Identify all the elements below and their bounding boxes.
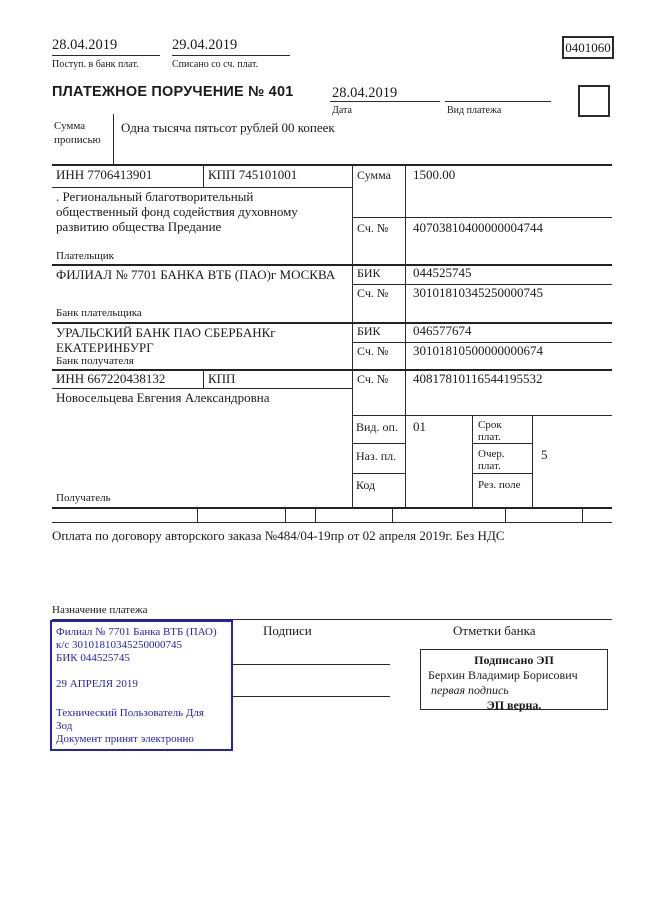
amount-words-label-1: Сумма <box>54 120 86 132</box>
grid-line <box>405 164 406 507</box>
priority-label-line2: плат. <box>478 460 501 472</box>
payment-type-square <box>578 85 610 117</box>
payer-bank-label: Банк плательщика <box>56 307 142 319</box>
ep-stamp-signature-kind: первая подпись <box>431 683 509 697</box>
payer-bank-name: ФИЛИАЛ № 7701 БАНКА ВТБ (ПАО)г МОСКВА <box>56 267 336 282</box>
blue-stamp-bik: БИК 044525745 <box>56 652 130 664</box>
received-in-bank-date: 28.04.2019 <box>52 37 118 53</box>
form-code-box: 0401060 <box>562 36 614 59</box>
grid-line <box>52 187 352 188</box>
sum-label: Сумма <box>357 168 391 182</box>
blue-stamp-bank-name: Филиал № 7701 Банка ВТБ (ПАО) <box>56 626 217 638</box>
blue-stamp-user-line1: Технический Пользователь Для <box>56 707 204 719</box>
term-label-line1: Срок <box>478 419 502 431</box>
code-label: Код <box>356 478 376 492</box>
grid-line <box>52 264 612 266</box>
grid-line <box>352 473 405 474</box>
payee-bank-bik: 046577674 <box>413 323 472 338</box>
payee-account-label: Сч. № <box>357 372 389 386</box>
document-title: ПЛАТЕЖНОЕ ПОРУЧЕНИЕ № 401 <box>52 84 294 100</box>
grid-line <box>352 164 353 507</box>
payer-name-line3: развитию общества Предание <box>56 219 222 234</box>
grid-line <box>52 322 612 324</box>
grid-line <box>472 473 532 474</box>
blue-stamp-corr-account: к/с 30101810345250000745 <box>56 639 183 651</box>
grid-line <box>392 508 393 522</box>
grid-line <box>203 164 204 187</box>
payment-type-underline <box>445 101 551 102</box>
blue-stamp-accepted-text: Документ принят электронно <box>56 733 194 745</box>
payer-bank-account: 30101810345250000745 <box>413 285 543 300</box>
ep-stamp-signer-name: Берхин Владимир Борисович <box>428 668 578 682</box>
payer-account-label: Сч. № <box>357 221 389 235</box>
payee-bank-label: Банк получателя <box>56 355 134 367</box>
blue-stamp-date: 29 АПРЕЛЯ 2019 <box>56 678 138 690</box>
payment-type-label: Вид платежа <box>447 105 502 116</box>
amount-words-label-2: прописью <box>54 134 101 146</box>
priority-label-line1: Очер. <box>478 448 505 460</box>
grid-line <box>52 388 352 389</box>
purpose-code-label: Наз. пл. <box>356 449 397 463</box>
payment-purpose-text: Оплата по договору авторского заказа №484/04-19пр от 02 апреля 2019г. Без НДС <box>52 528 505 543</box>
sum-value: 1500.00 <box>413 167 456 182</box>
payee-account: 40817810116544195532 <box>413 371 543 386</box>
payer-kpp: КПП 745101001 <box>208 167 298 182</box>
grid-line <box>203 369 204 388</box>
grid-line <box>472 415 473 507</box>
grid-line <box>352 415 612 416</box>
payer-bank-account-label: Сч. № <box>357 286 389 300</box>
payee-bank-name-line2: ЕКАТЕРИНБУРГ <box>56 340 154 355</box>
ep-stamp-title: Подписано ЭП <box>474 653 554 667</box>
reserve-field-label: Рез. поле <box>478 479 521 491</box>
blue-stamp-user-line2: Зод <box>56 720 73 732</box>
op-type-label: Вид. оп. <box>356 420 398 434</box>
payment-purpose-label: Назначение платежа <box>52 604 148 616</box>
date-underline <box>330 101 440 102</box>
payer-name-line1: . Региональный благотворительный <box>56 189 254 204</box>
payer-bank-bik-label: БИК <box>357 266 381 280</box>
document-date: 28.04.2019 <box>332 85 398 101</box>
payer-name-line2: общественный фонд содействия духовному <box>56 204 298 219</box>
payee-inn: ИНН 667220438132 <box>56 371 166 386</box>
debited-date: 29.04.2019 <box>172 37 238 53</box>
payer-label: Плательщик <box>56 250 114 262</box>
grid-line <box>197 508 198 522</box>
payee-label: Получатель <box>56 492 111 504</box>
op-type-value: 01 <box>413 419 426 434</box>
received-date-underline <box>52 55 160 56</box>
payer-account: 40703810400000004744 <box>413 220 543 235</box>
amount-words-divider <box>113 114 114 164</box>
grid-line <box>315 508 316 522</box>
bank-marks-title: Отметки банка <box>453 623 536 638</box>
grid-line <box>352 443 405 444</box>
grid-line <box>505 508 506 522</box>
received-in-bank-label: Поступ. в банк плат. <box>52 59 139 70</box>
debited-date-underline <box>172 55 290 56</box>
term-label-line2: плат. <box>478 431 501 443</box>
grid-line <box>52 522 612 523</box>
signatures-title: Подписи <box>263 623 312 638</box>
amount-words-value: Одна тысяча пятьсот рублей 00 копеек <box>121 120 335 135</box>
payee-kpp-label: КПП <box>208 371 236 386</box>
signature-line-1 <box>232 664 390 665</box>
payee-bank-account-label: Сч. № <box>357 344 389 358</box>
date-label: Дата <box>332 105 352 116</box>
payee-bank-account: 30101810500000000674 <box>413 343 543 358</box>
electronic-signature-stamp <box>420 649 608 710</box>
grid-line <box>285 508 286 522</box>
ep-stamp-valid-text: ЭП верна. <box>486 698 542 712</box>
grid-line <box>532 415 533 507</box>
payer-bank-bik: 044525745 <box>413 265 472 280</box>
grid-line <box>52 507 612 509</box>
grid-line <box>582 508 583 522</box>
signature-line-2 <box>232 696 390 697</box>
payer-inn: ИНН 7706413901 <box>56 167 153 182</box>
priority-value: 5 <box>541 447 548 462</box>
debited-label: Списано со сч. плат. <box>172 59 259 70</box>
grid-line <box>52 164 612 166</box>
payee-bank-bik-label: БИК <box>357 324 381 338</box>
grid-line <box>352 217 612 218</box>
grid-line <box>472 443 532 444</box>
payee-bank-name-line1: УРАЛЬСКИЙ БАНК ПАО СБЕРБАНКг <box>56 325 276 340</box>
payee-name: Новосельцева Евгения Александровна <box>56 390 270 405</box>
